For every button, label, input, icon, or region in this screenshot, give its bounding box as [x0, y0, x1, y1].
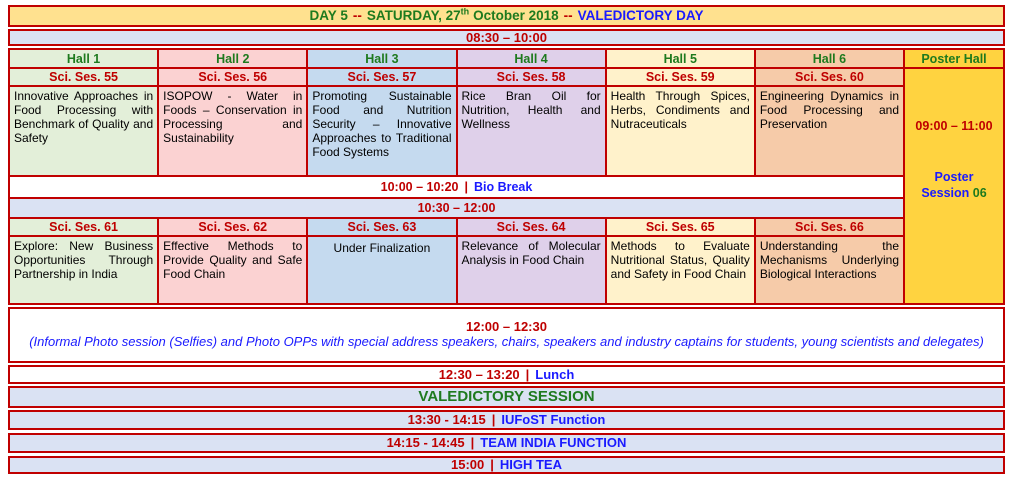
hall-2-header: Hall 2	[159, 50, 306, 67]
iufost-function-band	[8, 410, 1005, 430]
title-dash-1: --	[352, 7, 362, 23]
session-58-description: Rice Bran Oil for Nutrition, Health and Wellness	[458, 87, 605, 175]
high-tea-label: HIGH TEA	[499, 457, 562, 473]
iufost-separator: |	[491, 412, 496, 428]
title-date-prefix: SATURDAY, 27	[366, 7, 461, 23]
photo-session-time: 12:00 – 12:30	[466, 319, 547, 335]
sci-ses-61-cell: Sci. Ses. 61	[10, 219, 157, 235]
lunch-label: Lunch	[535, 366, 575, 382]
sessions-grid	[8, 48, 1005, 305]
poster-session-number: 06	[972, 186, 987, 200]
bio-break-row	[10, 177, 903, 197]
session-61-description: Explore: New Business Opportunities Through Partnership in India	[10, 237, 157, 303]
hall-3-header: Hall 3	[308, 50, 455, 67]
session-66-description: Understanding the Mechanisms Underlying Biological Interactions	[756, 237, 903, 303]
sci-ses-56-cell: Sci. Ses. 56	[159, 69, 306, 85]
session-55-description: Innovative Approaches in Food Processing with Benchmark of Quality and Safety	[10, 87, 157, 175]
sci-ses-63-cell: Sci. Ses. 63	[308, 219, 455, 235]
sci-ses-55-cell: Sci. Ses. 55	[10, 69, 157, 85]
lunch-separator: |	[525, 366, 530, 382]
sci-ses-66-cell: Sci. Ses. 66	[756, 219, 903, 235]
sci-ses-57-cell: Sci. Ses. 57	[308, 69, 455, 85]
title-dash-2: --	[563, 7, 573, 23]
iufost-time: 13:30 - 14:15	[407, 412, 486, 428]
high-tea-time: 15:00	[450, 457, 485, 473]
poster-session-label: Poster Session 06	[921, 170, 987, 200]
session-63-description: Under Finalization	[308, 237, 455, 303]
title-date	[366, 6, 559, 23]
poster-session-cell	[905, 69, 1003, 303]
high-tea-band	[8, 456, 1005, 474]
session-59-description: Health Through Spices, Herbs, Condiments and Nutraceuticals	[607, 87, 754, 175]
sci-ses-58-cell: Sci. Ses. 58	[458, 69, 605, 85]
photo-session-band	[8, 307, 1005, 363]
session-64-description: Relevance of Molecular Analysis in Food Chain	[458, 237, 605, 303]
sci-ses-60-cell: Sci. Ses. 60	[756, 69, 903, 85]
hall-4-header: Hall 4	[458, 50, 605, 67]
title-date-ordinal: th	[460, 6, 470, 17]
title-valedictory-day: VALEDICTORY DAY	[577, 7, 704, 23]
day-title-band	[8, 5, 1005, 27]
bio-break-time: 10:00 – 10:20	[380, 180, 459, 194]
lunch-band	[8, 365, 1005, 384]
hall-6-header: Hall 6	[756, 50, 903, 67]
time-band-1030-1200: 10:30 – 12:00	[10, 199, 903, 217]
bio-break-separator: |	[464, 180, 468, 194]
team-india-function-band	[8, 433, 1005, 453]
session-56-description: ISOPOW - Water in Foods – Conservation in Processing and Sustainability	[159, 87, 306, 175]
high-tea-separator: |	[490, 457, 494, 473]
session-62-description: Effective Methods to Provide Quality and Safe Food Chain	[159, 237, 306, 303]
team-india-time: 14:15 - 14:45	[386, 435, 465, 451]
poster-session-time: 09:00 – 11:00	[915, 119, 993, 133]
lunch-time: 12:30 – 13:20	[438, 366, 520, 382]
sci-ses-65-cell: Sci. Ses. 65	[607, 219, 754, 235]
sci-ses-62-cell: Sci. Ses. 62	[159, 219, 306, 235]
session-57-description: Promoting Sustainable Food and Nutrition Security – Innovative Approaches to Traditional Food Systems	[308, 87, 455, 175]
hall-1-header: Hall 1	[10, 50, 157, 67]
iufost-label: IUFoST Function	[501, 412, 606, 428]
poster-hall-header: Poster Hall	[905, 50, 1003, 67]
session-60-description: Engineering Dynamics in Food Processing and Preservation	[756, 87, 903, 175]
bio-break-label: Bio Break	[473, 180, 533, 194]
time-band-0830-1000: 08:30 – 10:00	[8, 29, 1005, 46]
team-india-label: TEAM INDIA FUNCTION	[480, 435, 627, 451]
sci-ses-64-cell: Sci. Ses. 64	[458, 219, 605, 235]
title-date-suffix: October 2018	[473, 7, 559, 23]
team-india-separator: |	[470, 435, 475, 451]
title-day: DAY 5	[309, 7, 348, 23]
photo-session-note: (Informal Photo session (Selfies) and Photo OPPs with special address speakers, chairs, speakers and industry captains for students, young scientists and delegates)	[29, 333, 984, 349]
session-65-description: Methods to Evaluate Nutritional Status, Quality and Safety in Food Chain	[607, 237, 754, 303]
valedictory-session-band: VALEDICTORY SESSION	[8, 386, 1005, 408]
sci-ses-59-cell: Sci. Ses. 59	[607, 69, 754, 85]
hall-5-header: Hall 5	[607, 50, 754, 67]
